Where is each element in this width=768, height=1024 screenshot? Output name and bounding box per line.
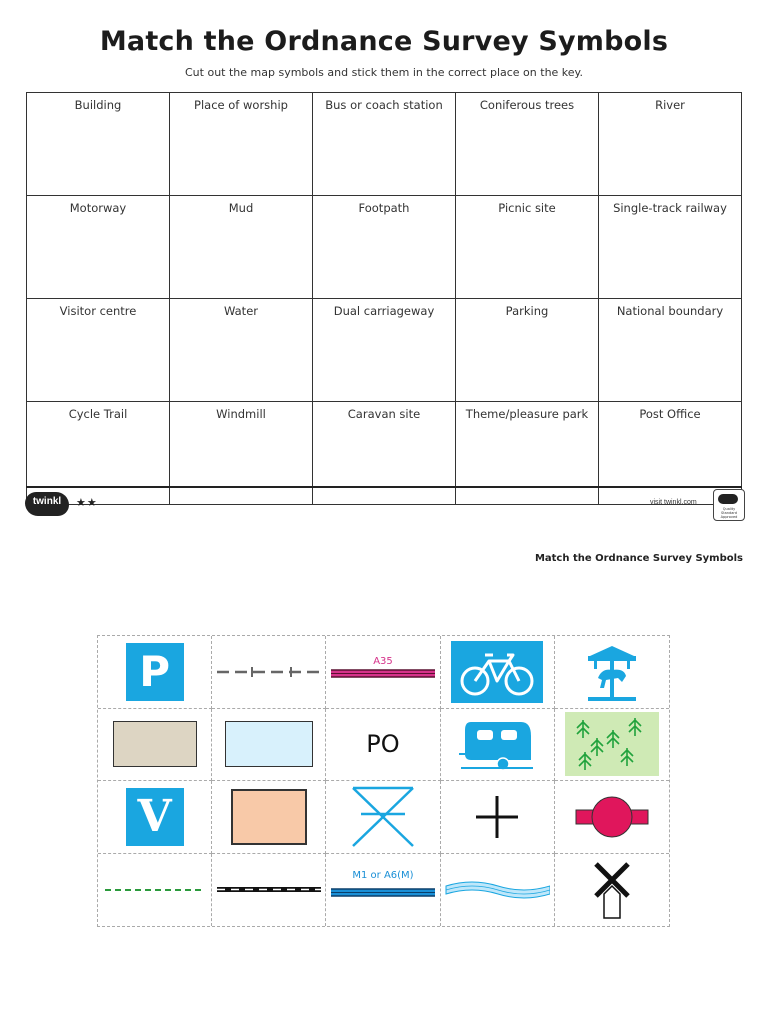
badge-cloud-icon — [718, 494, 738, 504]
key-cell-bus-coach-station[interactable]: Bus or coach station — [313, 93, 456, 196]
difficulty-stars: ★★ — [76, 496, 98, 509]
logo-text: twinkl — [32, 496, 62, 507]
symbol-card[interactable] — [326, 636, 440, 709]
place-of-worship-icon — [472, 792, 522, 842]
motorway-label: M1 or A6(M) — [352, 869, 414, 881]
dual-carriageway-icon — [329, 667, 437, 681]
footpath-icon — [103, 886, 207, 894]
symbol-card[interactable] — [326, 781, 440, 854]
symbol-card[interactable] — [212, 781, 326, 854]
twinkl-logo — [25, 492, 69, 516]
symbol-card[interactable] — [441, 636, 555, 709]
key-cell-footpath[interactable]: Footpath — [313, 196, 456, 299]
key-cell-motorway[interactable]: Motorway — [27, 196, 170, 299]
symbol-card[interactable] — [441, 709, 555, 782]
page2-title: Match the Ordnance Survey Symbols — [534, 553, 743, 564]
symbol-card[interactable] — [326, 709, 440, 782]
key-cell-dual-carriageway[interactable]: Dual carriageway — [313, 299, 456, 402]
quality-badge-icon — [713, 489, 745, 521]
symbol-card[interactable] — [212, 636, 326, 709]
key-cell-water[interactable]: Water — [170, 299, 313, 402]
symbol-card[interactable] — [555, 709, 669, 782]
key-cell-windmill[interactable]: Windmill — [170, 402, 313, 505]
symbol-card[interactable] — [441, 781, 555, 854]
page-title: Match the Ordnance Survey Symbols — [99, 26, 669, 57]
mud-icon — [113, 721, 197, 767]
national-boundary-icon — [215, 665, 323, 679]
symbol-card[interactable] — [212, 854, 326, 927]
symbol-card[interactable] — [98, 854, 212, 927]
windmill-icon — [592, 860, 632, 920]
single-track-railway-icon — [215, 885, 323, 895]
river-icon — [444, 878, 550, 902]
symbol-card[interactable] — [555, 636, 669, 709]
symbol-card[interactable] — [98, 781, 212, 854]
key-cell-national-boundary[interactable]: National boundary — [599, 299, 742, 402]
symbol-card[interactable] — [555, 854, 669, 927]
visit-link[interactable]: visit twinkl.com — [650, 499, 697, 506]
bus-station-icon — [574, 792, 650, 842]
key-cell-visitor-centre[interactable]: Visitor centre — [27, 299, 170, 402]
post-office-icon: PO — [366, 730, 400, 759]
table-row — [27, 93, 742, 196]
parking-icon: P — [126, 643, 184, 701]
key-cell-coniferous-trees[interactable]: Coniferous trees — [456, 93, 599, 196]
badge-text: Quality Standard Approved — [720, 507, 738, 519]
road-number-label: A35 — [373, 656, 393, 667]
key-cell-theme-pleasure-park[interactable]: Theme/pleasure park — [456, 402, 599, 505]
building-icon — [231, 789, 307, 845]
key-cell-place-of-worship[interactable]: Place of worship — [170, 93, 313, 196]
instructions: Cut out the map symbols and stick them in the correct place on the key. — [185, 66, 583, 79]
key-cell-mud[interactable]: Mud — [170, 196, 313, 299]
key-cell-caravan-site[interactable]: Caravan site — [313, 402, 456, 505]
table-row — [27, 402, 742, 505]
key-cell-single-track-railway[interactable]: Single-track railway — [599, 196, 742, 299]
key-cell-post-office[interactable]: Post Office — [599, 402, 742, 505]
caravan-site-icon — [457, 714, 537, 774]
table-row — [27, 196, 742, 299]
motorway-icon — [329, 886, 437, 900]
visitor-centre-icon: V — [126, 788, 184, 846]
key-cell-river[interactable]: River — [599, 93, 742, 196]
coniferous-trees-icon — [565, 712, 659, 776]
cycle-trail-icon — [451, 641, 543, 703]
water-icon — [225, 721, 313, 767]
symbol-card[interactable] — [212, 709, 326, 782]
symbol-cutout-grid — [97, 635, 670, 927]
footer-divider — [26, 486, 742, 488]
symbol-card[interactable] — [555, 781, 669, 854]
key-cell-cycle-trail[interactable]: Cycle Trail — [27, 402, 170, 505]
table-row — [27, 299, 742, 402]
theme-park-icon — [584, 642, 640, 702]
picnic-site-icon — [347, 784, 419, 850]
symbol-card[interactable] — [441, 854, 555, 927]
key-cell-parking[interactable]: Parking — [456, 299, 599, 402]
symbol-card[interactable] — [326, 854, 440, 927]
key-table — [26, 92, 742, 505]
symbol-card[interactable] — [98, 709, 212, 782]
key-cell-picnic-site[interactable]: Picnic site — [456, 196, 599, 299]
key-cell-building[interactable]: Building — [27, 93, 170, 196]
symbol-card[interactable] — [98, 636, 212, 709]
